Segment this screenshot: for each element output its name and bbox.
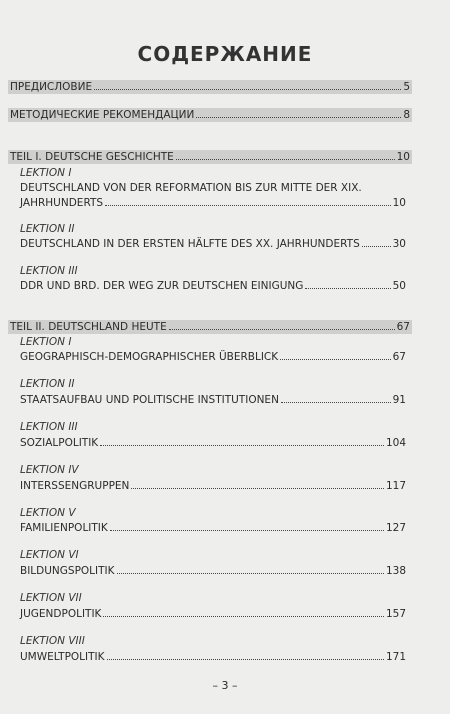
entry-page: 67 bbox=[392, 351, 406, 363]
entry-text: ПРЕДИСЛОВИЕ bbox=[10, 81, 93, 93]
entry-page: 50 bbox=[392, 280, 406, 292]
dot-leader bbox=[100, 436, 384, 446]
entry-page: 30 bbox=[392, 238, 406, 250]
entry-text: GEOGRAPHISCH-DEMOGRAPHISCHER ÜBERBLICK bbox=[20, 351, 279, 363]
toc-entry bbox=[20, 521, 406, 535]
dot-leader bbox=[196, 108, 401, 118]
entry-text: JAHRHUNDERTS bbox=[20, 197, 104, 209]
dot-leader bbox=[280, 350, 390, 360]
lektion-label: LEKTION III bbox=[20, 421, 78, 433]
page-number: – 3 – bbox=[212, 679, 238, 692]
toc-entry bbox=[20, 650, 406, 664]
toc-section-teil-2 bbox=[8, 320, 412, 334]
entry-page: 157 bbox=[385, 608, 406, 620]
entry-text: STAATSAUFBAU UND POLITISCHE INSTITUTIONEN bbox=[20, 394, 279, 406]
toc-entry bbox=[20, 393, 406, 407]
entry-page: 117 bbox=[385, 480, 406, 492]
dot-leader bbox=[131, 479, 384, 489]
dot-leader bbox=[94, 80, 401, 90]
toc-entry-methods bbox=[8, 108, 412, 122]
lektion-label: LEKTION IV bbox=[20, 464, 79, 476]
entry-text: SOZIALPOLITIK bbox=[20, 437, 99, 449]
page-title: СОДЕРЖАНИЕ bbox=[137, 42, 313, 66]
entry-text: UMWELTPOLITIK bbox=[20, 651, 105, 663]
toc-entry bbox=[20, 196, 406, 210]
dot-leader bbox=[176, 150, 395, 160]
dot-leader bbox=[107, 650, 384, 660]
toc-entry bbox=[20, 564, 406, 578]
lektion-label: LEKTION II bbox=[20, 378, 75, 390]
entry-page: 104 bbox=[385, 437, 406, 449]
lektion-label: LEKTION II bbox=[20, 223, 75, 235]
entry-text: DEUTSCHLAND IN DER ERSTEN HÄLFTE DES XX. JAHRHUNDERTS bbox=[20, 238, 360, 250]
lektion-label: LEKTION I bbox=[20, 167, 72, 179]
entry-page: 138 bbox=[385, 565, 406, 577]
entry-page: 127 bbox=[385, 522, 406, 534]
toc-entry bbox=[20, 607, 406, 621]
entry-page: 91 bbox=[392, 394, 406, 406]
dot-leader bbox=[117, 564, 384, 574]
section-text: TEIL II. DEUTSCHLAND HEUTE bbox=[10, 321, 167, 333]
entry-text: BILDUNGSPOLITIK bbox=[20, 565, 115, 577]
lektion-label: LEKTION III bbox=[20, 265, 78, 277]
dot-leader bbox=[362, 237, 391, 247]
toc-entry bbox=[20, 350, 406, 364]
lektion-label: LEKTION VII bbox=[20, 592, 82, 604]
section-page: 67 bbox=[396, 321, 410, 333]
lektion-label: LEKTION VI bbox=[20, 549, 79, 561]
toc-entry bbox=[20, 479, 406, 493]
toc-section-teil-1 bbox=[8, 150, 412, 164]
section-page: 10 bbox=[396, 151, 410, 163]
entry-page: 5 bbox=[403, 81, 410, 93]
dot-leader bbox=[305, 279, 390, 289]
entry-page: 171 bbox=[385, 651, 406, 663]
entry-page: 10 bbox=[392, 197, 406, 209]
section-text: TEIL I. DEUTSCHE GESCHICHTE bbox=[10, 151, 174, 163]
entry-text: INTERSSENGRUPPEN bbox=[20, 480, 130, 492]
dot-leader bbox=[110, 521, 384, 531]
toc-entry-preface bbox=[8, 80, 412, 94]
dot-leader bbox=[105, 196, 391, 206]
dot-leader bbox=[281, 393, 391, 403]
lektion-label: LEKTION I bbox=[20, 336, 72, 348]
toc-entry bbox=[20, 279, 406, 293]
entry-page: 8 bbox=[403, 109, 410, 121]
lektion-title-line: DEUTSCHLAND VON DER REFORMATION BIS ZUR MITTE DER XIX. bbox=[20, 182, 362, 194]
entry-text: DDR UND BRD. DER WEG ZUR DEUTSCHEN EINIGUNG bbox=[20, 280, 304, 292]
toc-entry bbox=[20, 436, 406, 450]
entry-text: JUGENDPOLITIK bbox=[20, 608, 102, 620]
dot-leader bbox=[103, 607, 384, 617]
lektion-label: LEKTION V bbox=[20, 507, 76, 519]
entry-text: МЕТОДИЧЕСКИЕ РЕКОМЕНДАЦИИ bbox=[10, 109, 195, 121]
toc-entry bbox=[20, 237, 406, 251]
lektion-label: LEKTION VIII bbox=[20, 635, 85, 647]
dot-leader bbox=[169, 320, 395, 330]
entry-text: FAMILIENPOLITIK bbox=[20, 522, 108, 534]
